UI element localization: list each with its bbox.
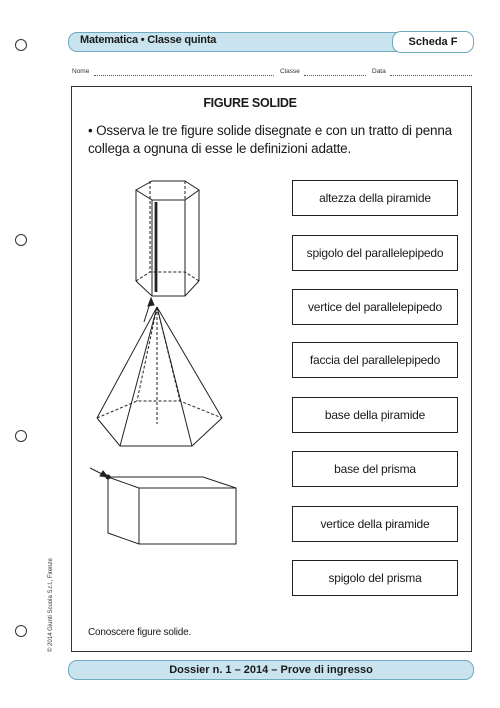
definition-box[interactable]: spigolo del parallelepipedo xyxy=(292,235,458,271)
name-label: Nome xyxy=(72,68,90,75)
pyramid-figure xyxy=(97,307,222,446)
scheda-tab: Scheda F xyxy=(392,31,474,53)
worksheet-title: FIGURE SOLIDE xyxy=(203,96,297,110)
definition-box[interactable]: faccia del parallelepipedo xyxy=(292,342,458,378)
definition-box[interactable]: altezza della piramide xyxy=(292,180,458,216)
definition-box[interactable]: spigolo del prisma xyxy=(292,560,458,596)
definition-box[interactable]: vertice della piramide xyxy=(292,506,458,542)
copyright-text: © 2014 Giunti Scuola S.r.l., Firenze xyxy=(48,558,54,652)
footer-bar: Dossier n. 1 – 2014 – Prove di ingresso xyxy=(68,660,474,680)
header-title: Matematica • Classe quinta xyxy=(80,34,217,46)
definition-box[interactable]: vertice del parallelepipedo xyxy=(292,289,458,325)
date-label: Data xyxy=(372,68,386,75)
learning-objective: Conoscere figure solide. xyxy=(88,627,192,638)
definition-box[interactable]: base del prisma xyxy=(292,451,458,487)
parallelepiped-figure xyxy=(108,477,236,544)
prism-figure xyxy=(136,181,199,296)
definition-box[interactable]: base della piramide xyxy=(292,397,458,433)
class-label: Classe xyxy=(280,68,300,75)
instruction-text: • Osserva le tre figure solide disegnate e con un tratto di penna collega a ognuna di esse le definizioni adatte. xyxy=(88,123,452,156)
